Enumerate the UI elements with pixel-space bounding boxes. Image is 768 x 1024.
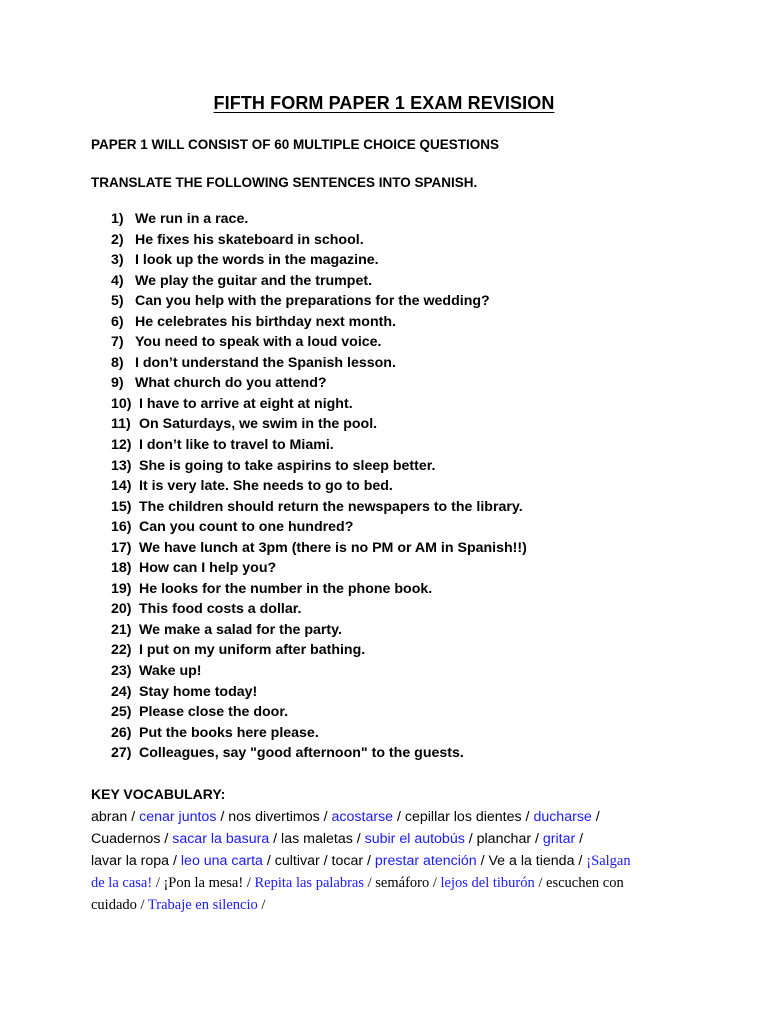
sentence-item <box>111 579 527 600</box>
sentence-text: I don’t understand the Spanish lesson. <box>135 354 396 371</box>
vocab-highlight: Repita las palabras <box>254 875 364 891</box>
sentence-item <box>111 230 527 251</box>
vocab-line <box>91 894 691 916</box>
sentence-number: 24) <box>111 683 132 700</box>
sentence-text: The children should return the newspapers to the library. <box>139 498 523 515</box>
vocab-term: / ¡Pon la mesa! / <box>152 875 255 891</box>
vocab-highlight: Trabaje en silencio <box>147 897 258 913</box>
sentence-item <box>111 661 527 682</box>
vocab-term: Cuadernos / <box>91 831 173 847</box>
sentence-text: I look up the words in the magazine. <box>135 252 379 269</box>
sentence-item <box>111 250 527 271</box>
sentence-number: 27) <box>111 745 132 762</box>
sentence-item <box>111 414 527 435</box>
sentence-number: 14) <box>111 478 132 495</box>
vocab-term: cuidado / <box>91 897 148 913</box>
sentence-text: Colleagues, say "good afternoon" to the guests. <box>139 745 464 762</box>
sentence-item <box>111 291 527 312</box>
sentence-item <box>111 209 527 230</box>
vocab-term: / <box>257 897 266 913</box>
sentence-text: Put the books here please. <box>139 724 319 741</box>
sentence-text: We make a salad for the party. <box>139 621 342 638</box>
sentence-number: 3) <box>111 252 124 269</box>
sentence-text: I don’t like to travel to Miami. <box>139 437 334 454</box>
sentence-text: Stay home today! <box>139 683 258 700</box>
sentence-item <box>111 743 527 764</box>
sentence-number: 4) <box>111 272 124 289</box>
sentence-text: He celebrates his birthday next month. <box>135 313 396 330</box>
sentence-item <box>111 497 527 518</box>
vocab-line <box>91 806 691 828</box>
vocab-highlight: prestar atención <box>374 853 477 869</box>
sentence-item <box>111 456 527 477</box>
sentence-number: 8) <box>111 354 124 371</box>
sentence-item <box>111 723 527 744</box>
vocab-highlight: lejos del tiburón <box>440 875 535 891</box>
sentence-number: 19) <box>111 580 132 597</box>
vocab-term: / <box>591 809 600 825</box>
vocab-term: lavar la ropa / <box>91 853 181 869</box>
sentence-item <box>111 435 527 456</box>
sentence-number: 26) <box>111 724 132 741</box>
vocab-term: / cepillar los dientes / <box>393 809 534 825</box>
sentence-number: 20) <box>111 601 132 618</box>
sentence-text: You need to speak with a loud voice. <box>135 334 382 351</box>
sentence-text: We run in a race. <box>135 211 249 227</box>
sentence-text: He looks for the number in the phone book. <box>139 580 433 597</box>
sentence-item <box>111 332 527 353</box>
sentence-item <box>111 517 527 538</box>
sentence-text: Can you count to one hundred? <box>139 519 354 536</box>
sentence-text: He fixes his skateboard in school. <box>135 231 364 248</box>
vocab-term: abran / <box>91 809 140 825</box>
sentence-number: 25) <box>111 704 132 721</box>
sentence-number: 1) <box>111 211 124 227</box>
sentence-text: How can I help you? <box>139 560 277 577</box>
sentence-item <box>111 271 527 292</box>
sentence-number: 16) <box>111 519 132 536</box>
vocab-term: / cultivar / tocar / <box>262 853 375 869</box>
vocab-highlight: gritar <box>542 831 576 847</box>
page-title: FIFTH FORM PAPER 1 EXAM REVISION <box>213 93 555 113</box>
sentence-text: It is very late. She needs to go to bed. <box>139 478 393 495</box>
sentence-item <box>111 394 527 415</box>
sentence-number: 6) <box>111 313 124 330</box>
vocab-highlight: acostarse <box>331 809 394 825</box>
vocab-term: / las maletas / <box>269 831 365 847</box>
sentence-item <box>111 538 527 559</box>
sentence-number: 10) <box>111 395 132 412</box>
sentence-item <box>111 373 527 394</box>
vocab-highlight: subir el autobús <box>364 831 465 847</box>
sentence-item <box>111 620 527 641</box>
sentence-number: 7) <box>111 334 124 351</box>
sentence-list <box>111 209 527 764</box>
sentence-item <box>111 312 527 333</box>
sentence-number: 11) <box>111 416 131 433</box>
vocab-term: / Ve a la tienda / <box>476 853 587 869</box>
sentence-number: 9) <box>111 375 124 392</box>
sentence-text: We have lunch at 3pm (there is no PM or AM in Spanish!!) <box>139 539 527 556</box>
vocab-highlight: leo una carta <box>180 853 263 869</box>
sentence-number: 15) <box>111 498 132 515</box>
sentence-number: 21) <box>111 621 132 638</box>
sentence-item <box>111 476 527 497</box>
sentence-number: 13) <box>111 457 132 474</box>
sentence-text: On Saturdays, we swim in the pool. <box>139 416 378 433</box>
sentence-text: Can you help with the preparations for the wedding? <box>135 293 490 310</box>
intro-text: PAPER 1 WILL CONSIST OF 60 MULTIPLE CHOICE QUESTIONS <box>91 137 500 152</box>
sentence-number: 2) <box>111 231 124 248</box>
sentence-text: I have to arrive at eight at night. <box>139 395 353 412</box>
vocab-line <box>91 828 691 850</box>
sentence-number: 12) <box>111 437 132 454</box>
vocab-term: / <box>575 831 584 847</box>
vocab-block <box>91 806 691 916</box>
vocab-highlight: sacar la basura <box>172 831 270 847</box>
sentence-text: We play the guitar and the trumpet. <box>135 272 373 289</box>
sentence-item <box>111 702 527 723</box>
vocab-heading: KEY VOCABULARY: <box>91 786 226 802</box>
sentence-item <box>111 599 527 620</box>
sentence-text: This food costs a dollar. <box>139 601 302 618</box>
sentence-number: 22) <box>111 642 132 659</box>
vocab-highlight: ducharse <box>533 809 592 825</box>
sentence-item <box>111 558 527 579</box>
sentence-number: 17) <box>111 539 132 556</box>
vocab-line <box>91 850 691 872</box>
vocab-highlight: de la casa! <box>91 875 153 891</box>
sentence-item <box>111 640 527 661</box>
sentence-text: She is going to take aspirins to sleep better. <box>139 457 436 474</box>
vocab-term: / semáforo / <box>364 875 441 891</box>
instruction-text: TRANSLATE THE FOLLOWING SENTENCES INTO SPANISH. <box>91 175 478 190</box>
vocab-term: / nos divertimos / <box>216 809 332 825</box>
vocab-line <box>91 872 691 894</box>
sentence-item <box>111 682 527 703</box>
sentence-number: 18) <box>111 560 132 577</box>
sentence-text: Wake up! <box>139 663 202 680</box>
sentence-number: 5) <box>111 293 124 310</box>
vocab-term: / planchar / <box>464 831 543 847</box>
sentence-text: I put on my uniform after bathing. <box>139 642 366 659</box>
sentence-text: What church do you attend? <box>135 375 327 392</box>
vocab-highlight: ¡Salgan <box>586 853 631 869</box>
vocab-highlight: cenar juntos <box>139 809 217 825</box>
sentence-item <box>111 353 527 374</box>
sentence-text: Please close the door. <box>139 704 289 721</box>
vocab-term: / escuchen con <box>534 875 624 891</box>
sentence-number: 23) <box>111 663 132 680</box>
